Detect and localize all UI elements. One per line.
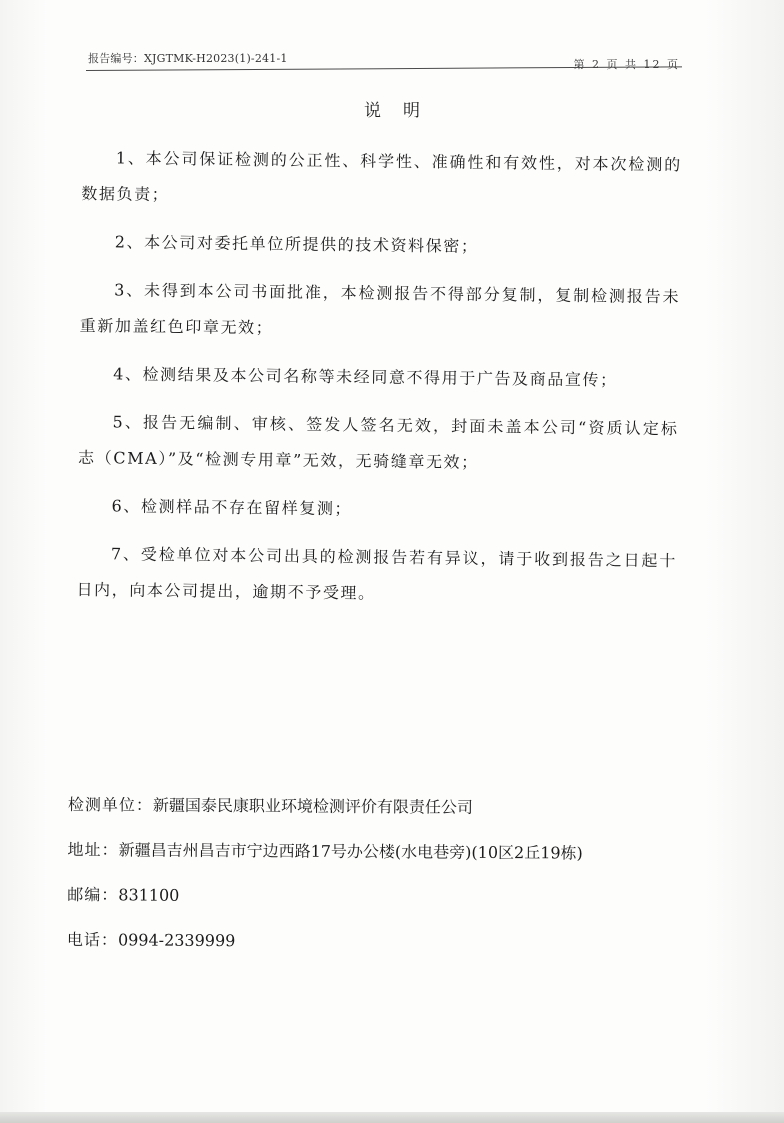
statement-item-4: 4、检测结果及本公司名称等未经同意不得用于广告及商品宣传； — [113, 364, 618, 390]
phone-value: 0994-2339999 — [117, 930, 236, 951]
page-indicator: 第 2 页 共 12 页 — [573, 58, 680, 71]
testing-unit-label: 检测单位： — [67, 794, 153, 815]
postcode-line — [67, 882, 687, 931]
statement-body — [76, 140, 682, 627]
page-title: 说明 — [364, 101, 442, 121]
statement-item-7: 7、受检单位对本公司出具的检测报告若有异议，请于收到报告之日起十日内，向本公司提出，逾期不予受理。 — [76, 544, 678, 603]
address-label: 地址： — [67, 839, 119, 860]
scan-bottom-edge — [0, 1112, 784, 1123]
report-number: 报告编号：XJGTMK-H2023(1)-241-1 — [88, 52, 288, 65]
postcode-label: 邮编： — [67, 884, 119, 905]
testing-unit-value: 新疆国泰民康职业环境检测评价有限责任公司 — [152, 795, 474, 817]
address-line — [67, 837, 687, 886]
statement-item-5: 5、报告无编制、审核、签发人签名无效，封面未盖本公司“资质认定标志（CMA）”及“检测专用章”无效，无骑缝章无效； — [78, 412, 679, 472]
phone-label: 电话： — [66, 929, 119, 950]
statement-item-2: 2、本公司对委托单位所提供的技术资料保密； — [114, 232, 479, 256]
phone-line — [67, 927, 687, 976]
statement-item-1: 1、本公司保证检测的公正性、科学性、准确性和有效性，对本次检测的数据负责； — [81, 148, 682, 205]
contact-block — [67, 792, 688, 976]
statement-item-6: 6、检测样品不存在留样复测； — [111, 496, 353, 519]
statement-item-3: 3、未得到本公司书面批准，本检测报告不得部分复制，复制检测报告未重新加盖红色印章无效； — [79, 280, 681, 338]
address-value: 新疆昌吉州昌吉市宁边西路17号办公楼(水电巷旁)(10区2丘19栋) — [118, 840, 583, 863]
postcode-value: 831100 — [118, 885, 180, 905]
testing-unit-line — [68, 792, 688, 841]
